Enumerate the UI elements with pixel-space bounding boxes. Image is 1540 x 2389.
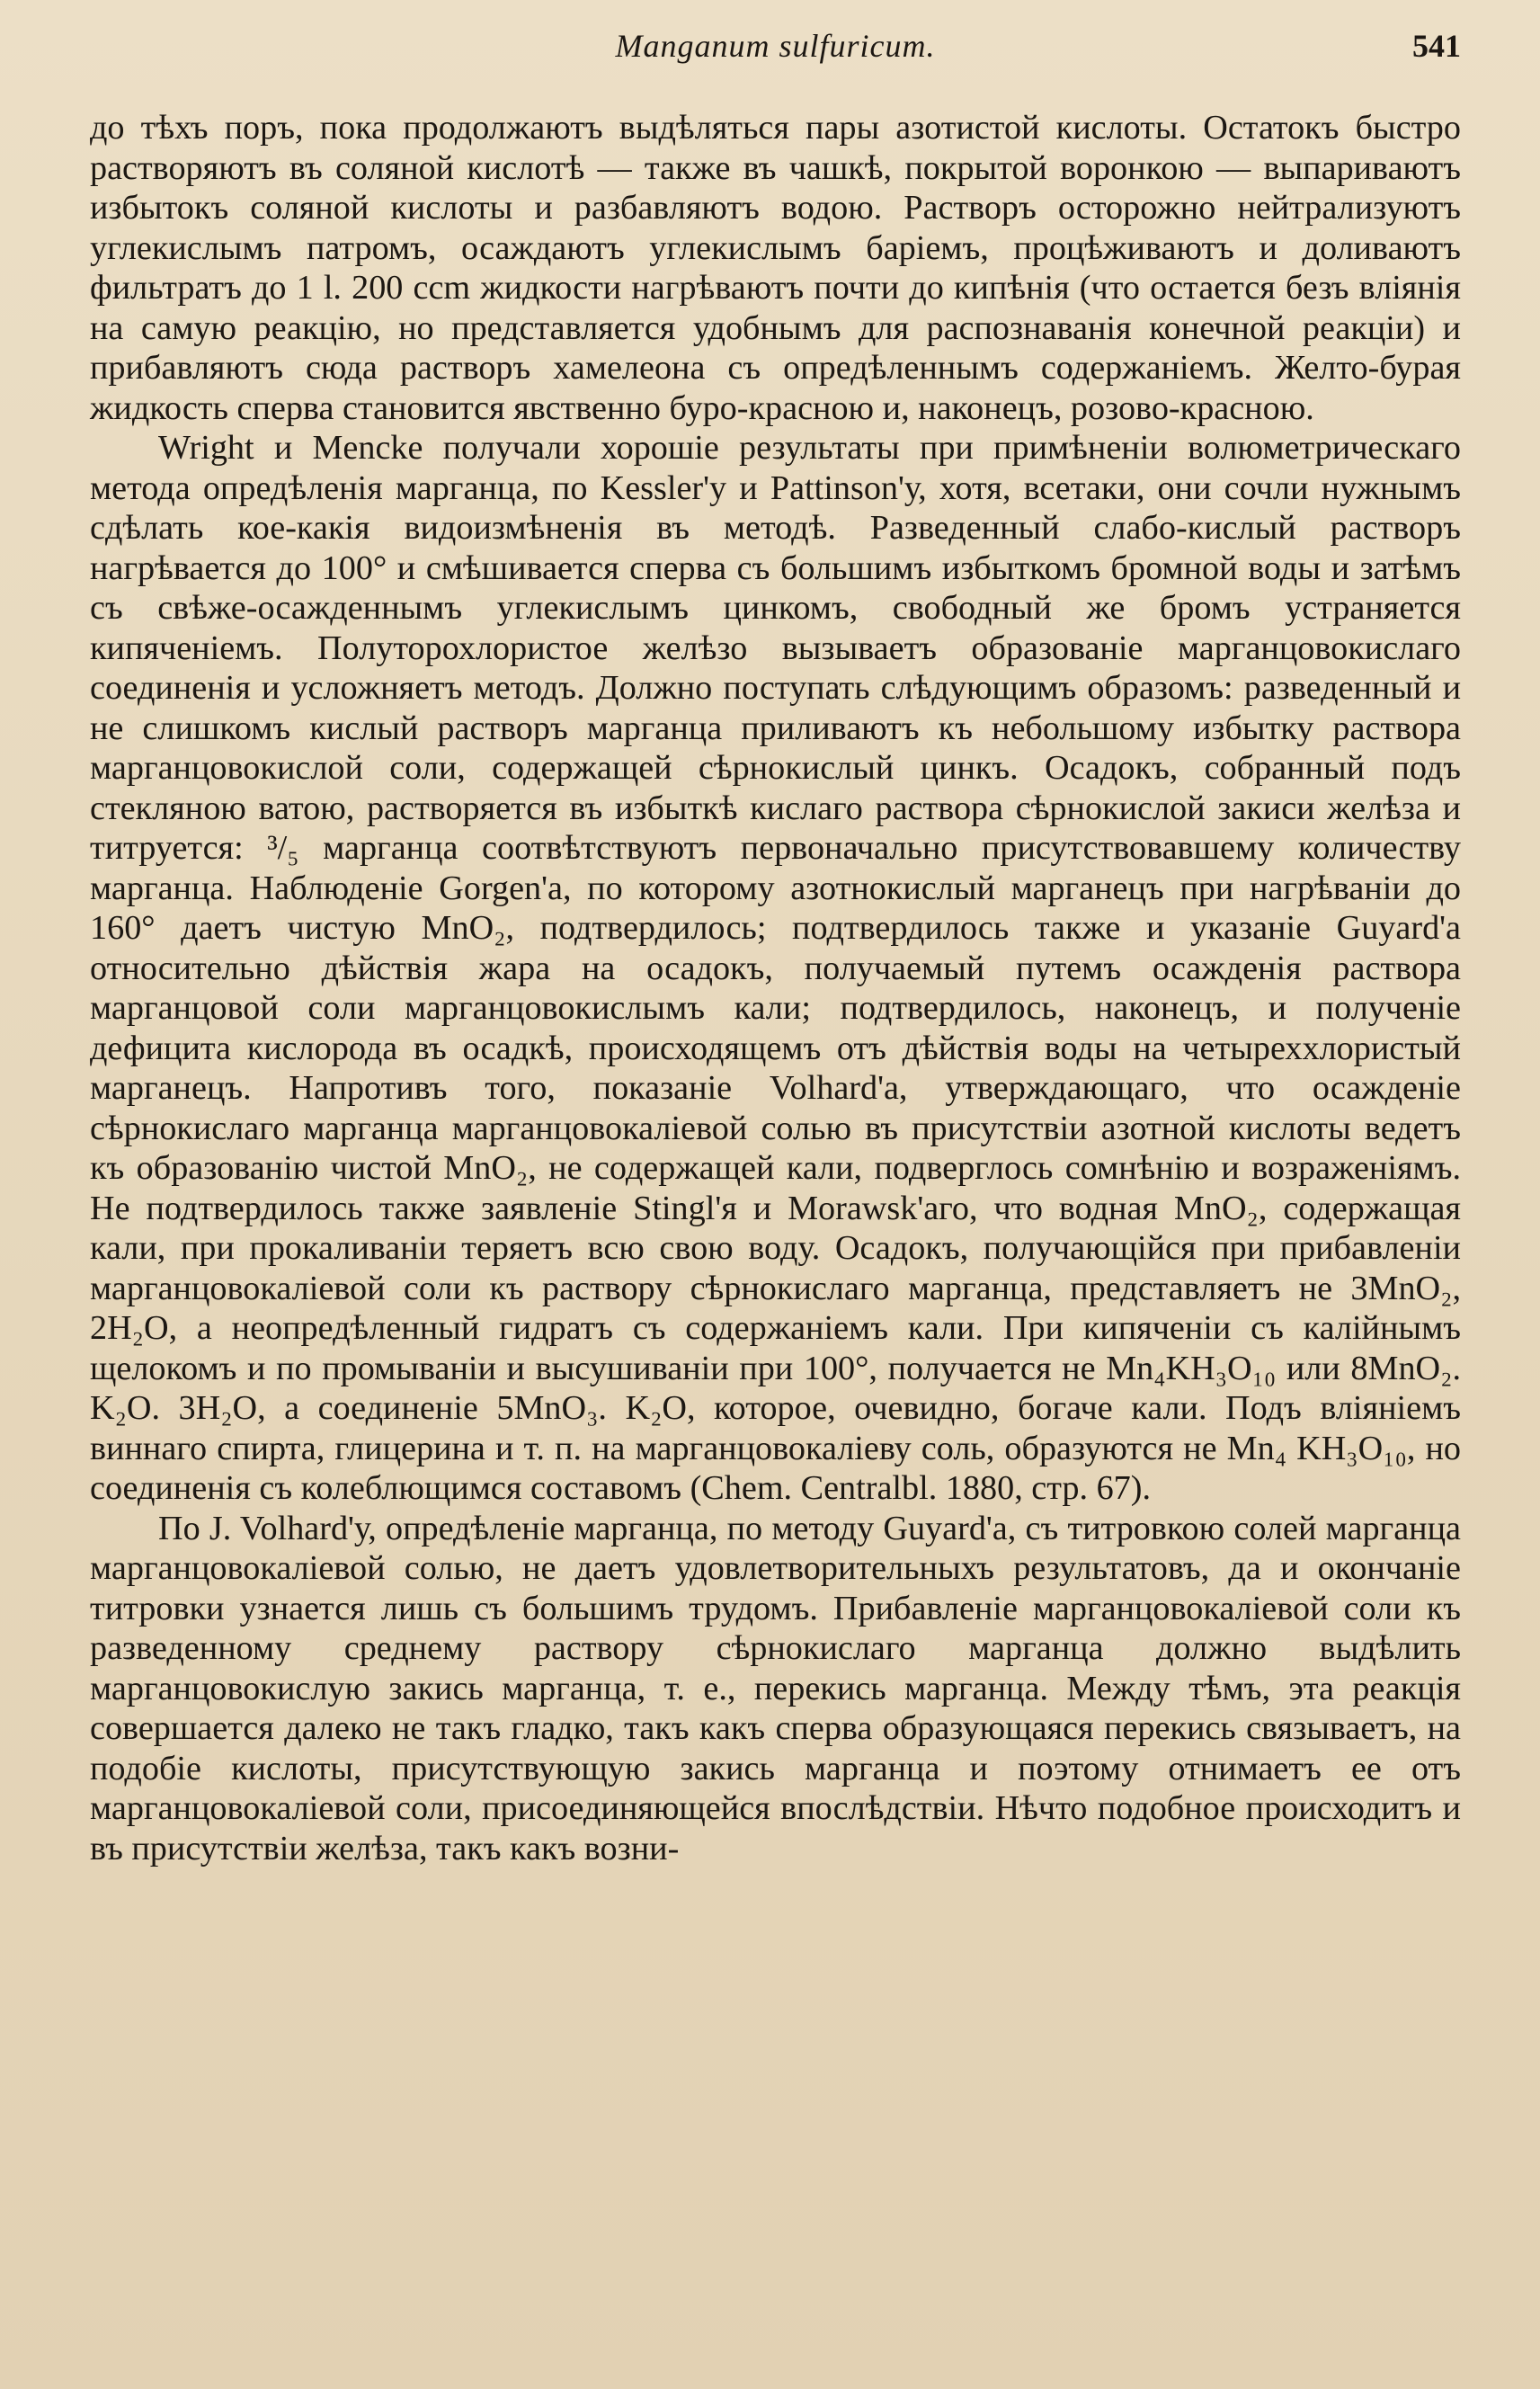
- paragraph-3: По J. Volhard'у, опредѣленіе марганца, по методу Guyard'а, съ титровкою солей марганца марганцовокаліевой солью, не даетъ удовлетворительныхъ результатовъ, да и окончаніе титровки узнается лишь съ большимъ трудомъ. Прибавленіе марганцовокаліевой соли къ разведенному среднему раствору сѣрнокислаго марганца должно выдѣлить марганцовокислую закись марганца, т. е., перекись марганца. Между тѣмъ, эта реакція совершается далеко не такъ гладко, такъ какъ сперва образующаяся перекись связываетъ, на подобіе кислоты, присутствующую закись марганца и поэтому отнимаетъ ее отъ марганцовокаліевой соли, присоединяющейся впослѣдствіи. Нѣчто подобное происходитъ и въ присутствіи желѣза, такъ какъ возни-: [90, 1509, 1461, 1868]
- running-title: Manganum sulfuricum.: [615, 28, 936, 64]
- page-number: 541: [1412, 28, 1461, 64]
- body-text: [90, 108, 1461, 1868]
- paragraph-2: Wright и Mencke получали хорошіе результаты при примѣненіи волюметрическаго метода опредѣленія марганца, по Kessler'у и Pattinson'у, хотя, всетаки, они сочли нужнымъ сдѣлать кое-какія видоизмѣненія въ методѣ. Разведенный слабо-кислый растворъ нагрѣвается до 100° и смѣшивается сперва съ большимъ избыткомъ бромной воды и затѣмъ съ свѣже-осажденнымъ углекислымъ цинкомъ, свободный же бромъ устраняется кипяченіемъ. Полуторохлористое желѣзо вызываетъ образованіе марганцовокислаго соединенія и усложняетъ методъ. Должно поступать слѣдующимъ образомъ: разведенный и не слишкомъ кислый растворъ марганца приливаютъ къ небольшому избытку раствора марганцовокислой соли, содержащей сѣрнокислый цинкъ. Осадокъ, собранный подъ стекляною ватою, растворяется въ избыткѣ кислаго раствора сѣрнокислой закиси желѣза и титруется: ³/₅ марганца соотвѣтствуютъ первоначально присутствовавшему количеству марганца. Наблюденіе Gorgen'а, по которому азотнокислый марганецъ при нагрѣваніи до 160° даетъ чистую MnO₂, подтвердилось; подтвердилось также и указаніе Guyard'а относительно дѣйствія жара на осадокъ, получаемый путемъ осажденія раствора марганцовой соли марганцовокислымъ кали; подтвердилось, наконецъ, и полученіе дефицита кислорода въ осадкѣ, происходящемъ отъ дѣйствія воды на четыреххлористый марганецъ. Напротивъ того, показаніе Volhard'а, утверждающаго, что осажденіе сѣрнокислаго марганца марганцовокаліевой солью въ присутствіи азотной кислоты ведетъ къ образованію чистой MnO₂, не содержащей кали, подверглось сомнѣнію и возраженіямъ. Не подтвердилось также заявленіе Stingl'я и Morawsk'аго, что водная MnO₂, содержащая кали, при прокаливаніи теряетъ всю свою воду. Осадокъ, получающійся при прибавленіи марганцовокаліевой соли къ раствору сѣрнокислаго марганца, представляетъ не 3MnO₂, 2H₂O, а неопредѣленный гидратъ съ содержаніемъ кали. При кипяченіи съ калійнымъ щелокомъ и по промываніи и высушиваніи при 100°, получается не Mn₄KH₃O₁₀ или 8MnO₂. K₂O. 3H₂O, а соединеніе 5MnO₃. K₂O, которое, очевидно, богаче кали. Подъ вліяніемъ виннаго спирта, глицерина и т. п. на марганцовокаліеву соль, образуются не Mn₄ KH₃O₁₀, но соединенія съ колеблющимся составомъ (Chem. Centralbl. 1880, стр. 67).: [90, 429, 1461, 1507]
- paragraph-1: до тѣхъ поръ, пока продолжаютъ выдѣляться пары азотистой кислоты. Остатокъ быстро растворяютъ въ соляной кислотѣ — также въ чашкѣ, покрытой воронкою — выпариваютъ избытокъ соляной кислоты и разбавляютъ водою. Растворъ осторожно нейтрализуютъ углекислымъ патромъ, осаждаютъ углекислымъ баріемъ, процѣживаютъ и доливаютъ фильтратъ до 1 l. 200 ccm жидкости нагрѣваютъ почти до кипѣнія (что остается безъ вліянія на самую реакцію, но представляется удобнымъ для распознаванія конечной реакціи) и прибавляютъ сюда растворъ хамелеона съ опредѣленнымъ содержаніемъ. Желто-бурая жидкость сперва становится явственно буро-красною и, наконецъ, розово-красною.: [90, 109, 1461, 427]
- page-header: [90, 27, 1461, 72]
